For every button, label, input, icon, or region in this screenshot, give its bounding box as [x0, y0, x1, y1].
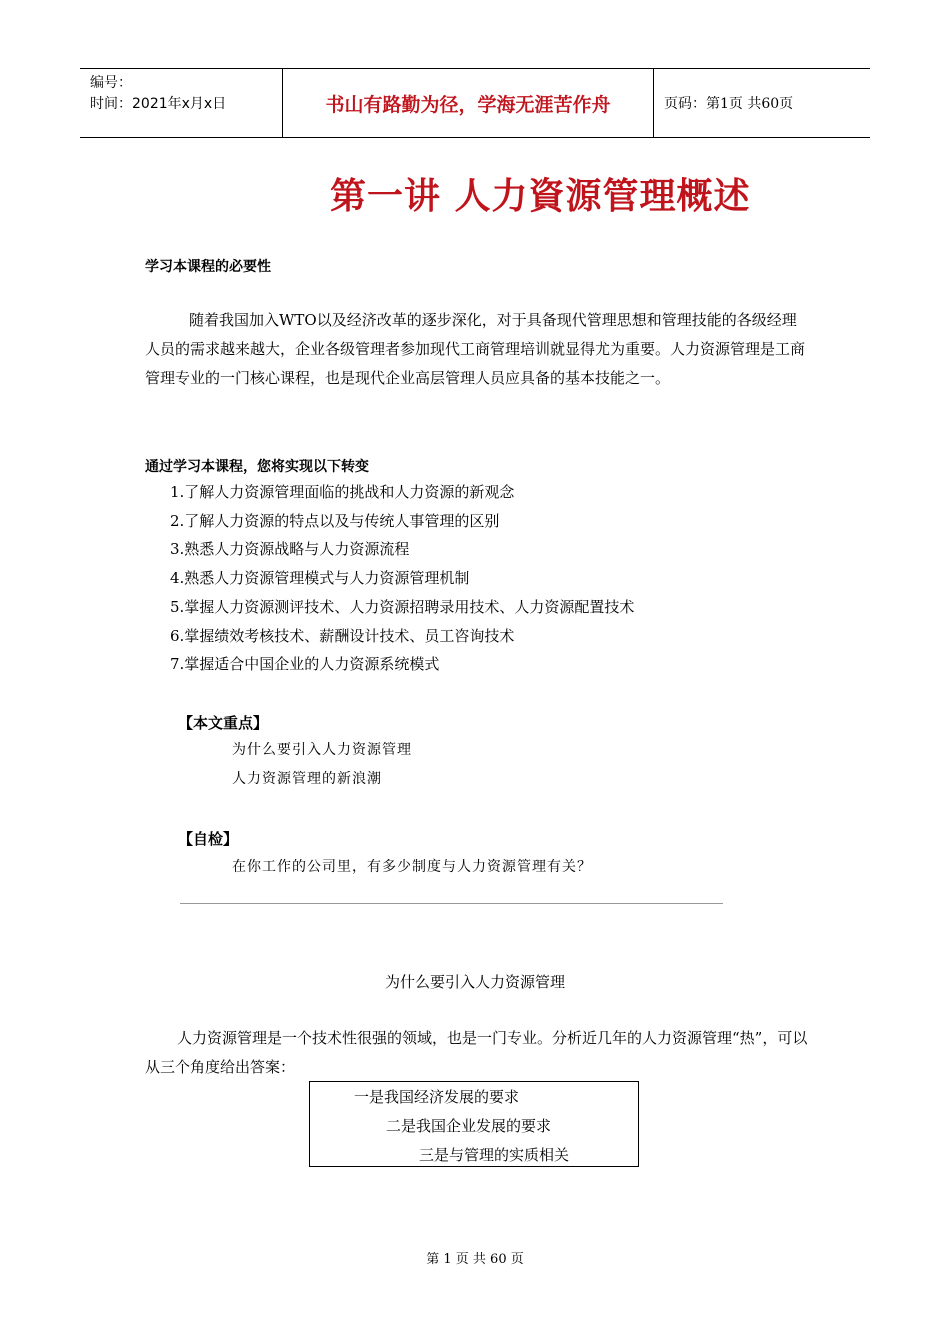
self-check-question: 在你工作的公司里，有多少制度与人力资源管理有关？ — [232, 859, 592, 875]
necessity-paragraph: 随着我国加入WTO以及经济改革的逐步深化，对于具备现代管理思想和管理技能的各级经理人员的需求越来越大，企业各级管理者参加现代工商管理培训就显得尤为重要。人力资源管理是工商管理专业的一门核心课程，也是现代企业高层管理人员应具备的基本技能之一。 — [145, 311, 806, 387]
box-item: 三是与管理的实质相关 — [419, 1146, 570, 1164]
page-title: 第一讲 人力資源管理概述 — [330, 175, 751, 217]
header-page-info: 页码：第1页 共60页 — [664, 96, 794, 112]
page-footer: 第 1 页 共 60 页 — [426, 1252, 524, 1267]
list-item: 1.了解人力资源管理面临的挑战和人力资源的新观念 — [170, 483, 515, 501]
necessity-heading: 学习本课程的必要性 — [145, 259, 271, 275]
list-item: 5.掌握人力资源测评技术、人力资源招聘录用技术、人力资源配置技术 — [170, 597, 635, 616]
self-check-label: 【自检】 — [178, 830, 239, 848]
list-item: 6.掌握绩效考核技术、薪酬设计技术、员工咨询技术 — [170, 626, 515, 645]
header-motto: 书山有路勤为径，学海无涯苦作舟 — [282, 69, 654, 137]
key-point-item: 为什么要引入人力资源管理 — [232, 742, 412, 758]
divider — [180, 903, 723, 904]
date-label: 时间：2021年x月x日 — [90, 96, 227, 112]
list-item: 4.熟悉人力资源管理模式与人力资源管理机制 — [170, 569, 470, 588]
outcomes-list — [170, 478, 634, 679]
section-paragraph: 人力资源管理是一个技术性很强的领域，也是一门专业。分析近几年的人力资源管理“热”，可以从三个角度给出答案： — [145, 1029, 808, 1076]
key-points-label: 【本文重点】 — [178, 714, 269, 732]
document-header — [80, 68, 870, 138]
header-left-cell — [80, 69, 282, 137]
box-item: 一是我国经济发展的要求 — [354, 1088, 520, 1106]
box-item: 二是我国企业发展的要求 — [386, 1117, 552, 1135]
list-item: 7.掌握适合中国企业的人力资源系统模式 — [170, 655, 440, 674]
list-item: 3.熟悉人力资源战略与人力资源流程 — [170, 540, 410, 559]
serial-label: 编号： — [90, 75, 132, 91]
answer-box — [309, 1081, 639, 1167]
section-title: 为什么要引入人力资源管理 — [384, 973, 565, 991]
key-point-item: 人力资源管理的新浪潮 — [232, 771, 382, 787]
list-item: 2.了解人力资源的特点以及与传统人事管理的区别 — [170, 511, 500, 530]
outcomes-heading: 通过学习本课程，您将实现以下转变 — [145, 459, 369, 475]
